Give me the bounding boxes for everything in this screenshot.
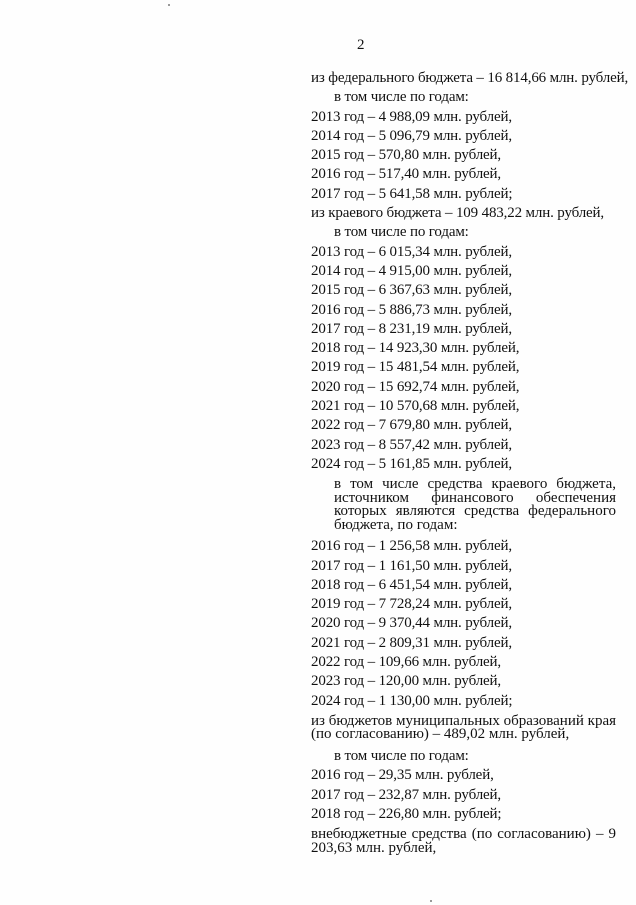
text-line: 2014 год – 4 915,00 млн. рублей, [311, 262, 512, 279]
text-line: 2017 год – 232,87 млн. рублей, [311, 786, 502, 803]
text-line: в том числе по годам: [334, 224, 469, 241]
text-line: 2021 год – 10 570,68 млн. рублей, [311, 398, 520, 415]
text-line: 2013 год – 4 988,09 млн. рублей, [311, 108, 512, 125]
text-line: 2019 год – 15 481,54 млн. рублей, [311, 359, 520, 376]
scan-speck [430, 900, 432, 902]
text-line: из краевого бюджета – 109 483,22 млн. рублей, [311, 205, 605, 222]
paragraph-extrabudgetary: внебюджетные средства (по согласованию) – 9 203,63 млн. рублей, [311, 826, 616, 856]
text-line: 2016 год – 517,40 млн. рублей, [311, 166, 502, 183]
scan-speck [168, 4, 170, 6]
text-line: 2022 год – 7 679,80 млн. рублей, [311, 417, 512, 434]
text-line: 2022 год – 109,66 млн. рублей, [311, 654, 502, 671]
text-line: 2023 год – 8 557,42 млн. рублей, [311, 436, 512, 453]
funding-text [311, 69, 629, 860]
text-line: в том числе по годам: [334, 89, 469, 106]
text-line: 2016 год – 1 256,58 млн. рублей, [311, 538, 512, 555]
text-line: 2016 год – 29,35 млн. рублей, [311, 767, 494, 784]
text-line: 2023 год – 120,00 млн. рублей, [311, 673, 502, 690]
text-line: 2021 год – 2 809,31 млн. рублей, [311, 634, 512, 651]
text-line: 2018 год – 14 923,30 млн. рублей, [311, 340, 520, 357]
text-line: 2018 год – 6 451,54 млн. рублей, [311, 576, 512, 593]
text-line: 2014 год – 5 096,79 млн. рублей, [311, 127, 512, 144]
text-line: 2013 год – 6 015,34 млн. рублей, [311, 243, 512, 260]
text-line: 2024 год – 5 161,85 млн. рублей, [311, 455, 512, 472]
text-line: 2018 год – 226,80 млн. рублей; [311, 805, 502, 822]
text-line: 2015 год – 570,80 млн. рублей, [311, 147, 502, 164]
text-line: из федерального бюджета – 16 814,66 млн. рублей, [311, 70, 629, 86]
text-line: 2020 год – 9 370,44 млн. рублей, [311, 615, 512, 632]
text-line: в том числе по годам: [334, 747, 469, 764]
text-line: 2016 год – 5 886,73 млн. рублей, [311, 301, 512, 318]
text-line: 2020 год – 15 692,74 млн. рублей, [311, 378, 520, 395]
paragraph-federal-source: в том числе средства краевого бюджета, источником финансового обеспечения которых являются средства федерального бюджета, по годам: [334, 476, 616, 533]
text-line: 2017 год – 1 161,50 млн. рублей, [311, 557, 512, 574]
text-line: 2024 год – 1 130,00 млн. рублей; [311, 692, 513, 709]
paragraph-municipal: из бюджетов муниципальных образований края (по согласованию) – 489,02 млн. рублей, [311, 712, 616, 743]
text-line: 2015 год – 6 367,63 млн. рублей, [311, 282, 512, 299]
text-line: 2019 год – 7 728,24 млн. рублей, [311, 596, 512, 613]
page-number: 2 [357, 37, 365, 53]
text-line: 2017 год – 8 231,19 млн. рублей, [311, 320, 512, 337]
text-line: 2017 год – 5 641,58 млн. рублей; [311, 185, 513, 202]
